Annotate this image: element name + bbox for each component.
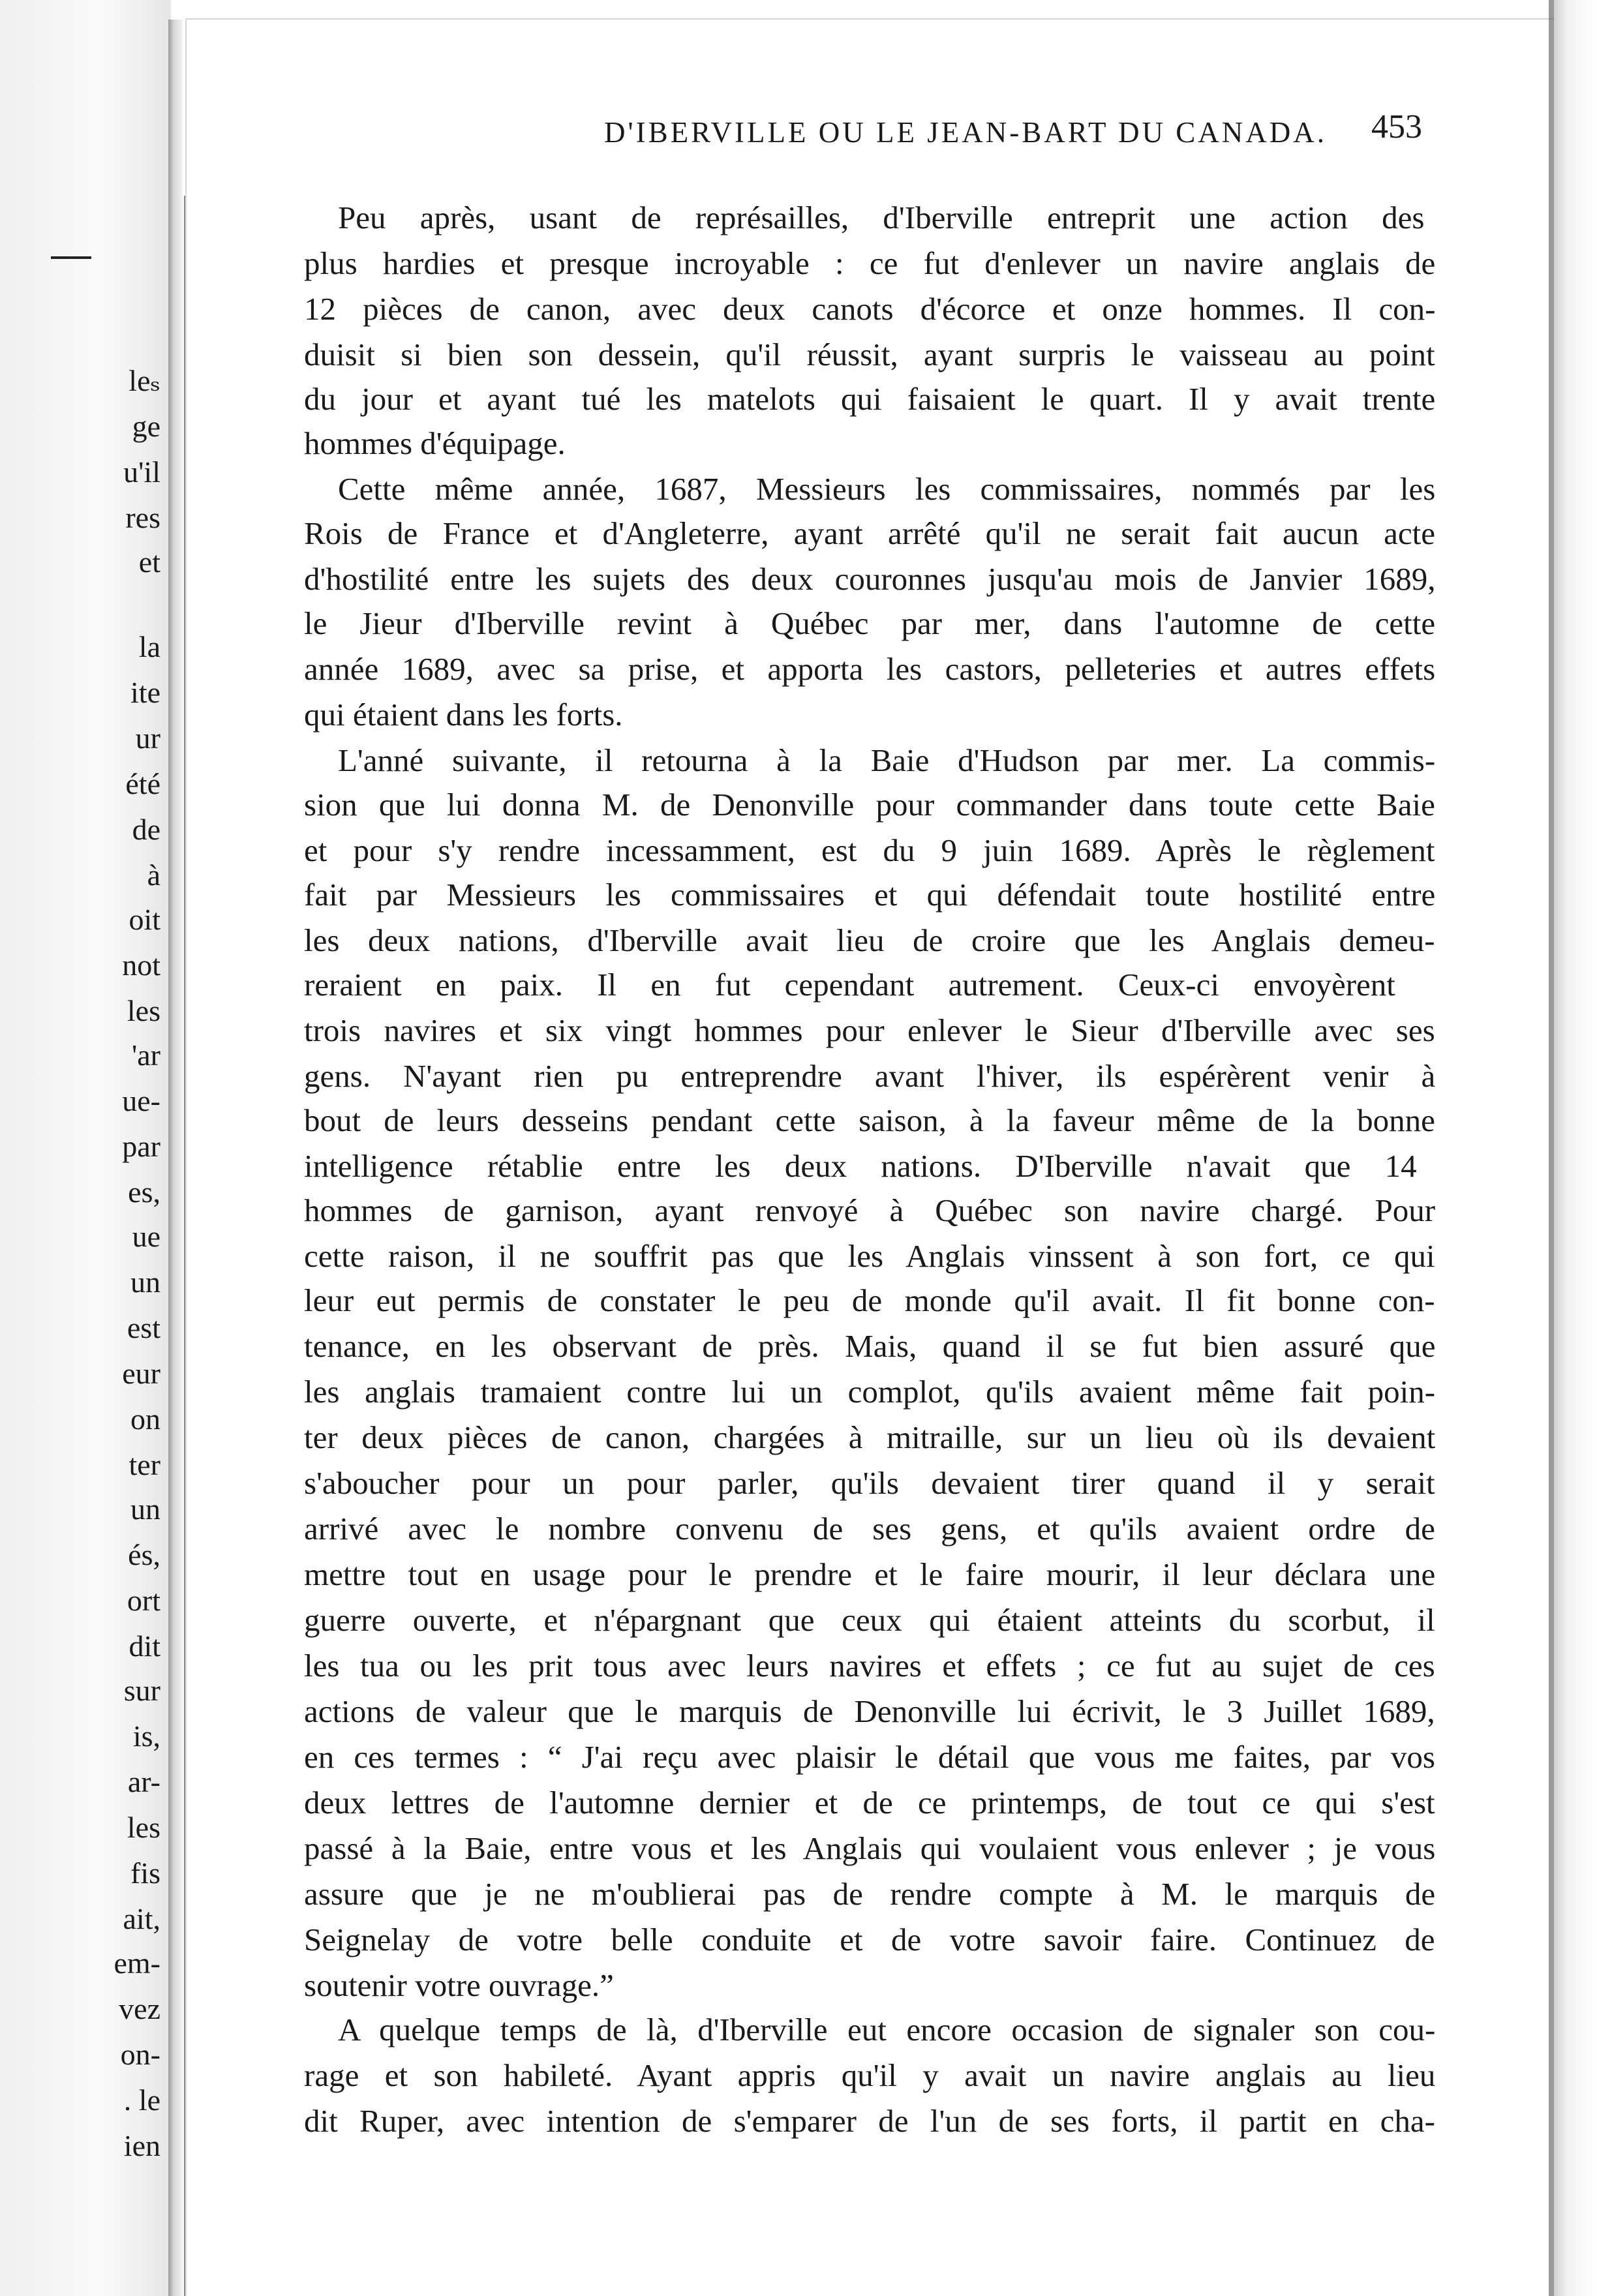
left-page-fragment-line: dit [129,1629,160,1663]
left-page-fragment-line: ort [127,1584,160,1617]
left-page-fragment-line: de [132,813,160,846]
text-line: gens. N'ayant rien pu entreprendre avant l'hiver, ils espérèrent venir à [304,1058,1436,1094]
text-line: 12 pièces de canon, avec deux canots d'écorce et onze hommes. Il con- [304,291,1436,327]
left-page-fragment-line: es, [128,1175,160,1209]
left-page-fragment-line: et [138,545,160,579]
text-line: arrivé avec le nombre convenu de ses gens, et qu'ils avaient ordre de [304,1511,1435,1547]
text-line: plus hardies et presque incroyable : ce fut d'enlever un navire anglais de [304,245,1436,281]
left-page-fragment-line: ue [132,1220,160,1253]
left-page-fragment-line: res [125,501,160,534]
text-line: deux lettres de l'automne dernier et de ce printemps, de tout ce qui s'est [304,1785,1435,1820]
page-number: 453 [1371,108,1422,145]
left-page-rule [51,256,91,259]
text-line: assure que je ne m'oublierai pas de rendre compte à M. le marquis de [304,1876,1436,1912]
left-page-fragment-line: ar- [127,1765,160,1798]
text-line: intelligence rétablie entre les deux nations. D'Iberville n'avait que 14 [304,1148,1417,1184]
left-page-fragment-line: leₛ [129,364,160,397]
book-gutter [168,20,183,2296]
text-line: Peu après, usant de représailles, d'Iberville entreprit une action des [338,200,1425,235]
text-line: s'aboucher pour un pour parler, qu'ils devaient tirer quand il y serait [304,1465,1435,1501]
text-line: rage et son habileté. Ayant appris qu'il y avait un navire anglais au lieu [304,2057,1436,2093]
text-line: bout de leurs desseins pendant cette saison, à la faveur même de la bonne [304,1102,1435,1138]
text-line: guerre ouverte, et n'épargnant que ceux qui étaient atteints du scorbut, il [304,1602,1435,1638]
left-page-fragment-line: not [122,948,160,982]
text-line: les anglais tramaient contre lui un complot, qu'ils avaient même fait poin- [304,1374,1436,1410]
left-page-fragment-line: sur [123,1674,160,1707]
left-page-fragment-line: est [127,1311,160,1344]
page-edge-line [1549,0,1554,2296]
left-page-fragment-line: ue- [122,1084,160,1117]
text-line: passé à la Baie, entre vous et les Anglais qui voulaient vous enlever ; je vous [304,1830,1436,1866]
text-line: et pour s'y rendre incessamment, est du 9 juin 1689. Après le règlement [304,832,1435,868]
text-line: cette raison, il ne souffrit pas que les Anglais vinssent à son fort, ce qui [304,1238,1435,1274]
text-line: actions de valeur que le marquis de Denonville lui écrivit, le 3 Juillet 1689, [304,1693,1435,1729]
left-page-fragment-line: on- [120,2038,160,2071]
left-page-fragment-line: à [147,858,160,892]
text-line: Seignelay de votre belle conduite et de votre savoir faire. Continuez de [304,1922,1435,1957]
left-page-fragment-line: . le [123,2083,160,2117]
left-page-fragment-line: ter [129,1448,160,1481]
text-line: Rois de France et d'Angleterre, ayant arrêté qu'il ne serait fait aucun acte [304,515,1436,551]
scan-right-border [1554,0,1597,2296]
left-page-fragment-line: vez [119,1992,160,2025]
text-line: soutenir votre ouvrage.” [304,1967,614,2003]
left-page-fragment-line: fis [130,1856,160,1890]
left-page-fragment [0,0,168,2296]
text-line: dit Ruper, avec intention de s'emparer de l'un de ses forts, il partit en cha- [304,2103,1435,2139]
left-page-fragment-line: és, [128,1538,160,1571]
text-line: ter deux pièces de canon, chargées à mitraille, sur un lieu où ils devaient [304,1419,1436,1455]
text-line: année 1689, avec sa prise, et apporta les castors, pelleteries et autres effets [304,651,1436,687]
text-line: qui étaient dans les forts. [304,697,623,733]
left-page-fragment-line: un [130,1492,160,1526]
left-page-fragment-line: la [138,630,160,663]
text-line: d'hostilité entre les sujets des deux couronnes jusqu'au mois de Janvier 1689, [304,561,1436,597]
text-line: les deux nations, d'Iberville avait lieu de croire que les Anglais demeu- [304,922,1435,958]
left-page-fragment-line: été [125,767,160,800]
left-page-fragment-line: is, [132,1719,160,1753]
text-line: du jour et ayant tué les matelots qui faisaient le quart. Il y avait trente [304,381,1436,417]
text-line: duisit si bien son dessein, qu'il réussit, ayant surpris le vaisseau au point [304,337,1435,372]
text-line: leur eut permis de constater le peu de monde qu'il avait. Il fit bonne con- [304,1282,1435,1318]
text-line: hommes d'équipage. [304,425,566,461]
left-page-fragment-line: ur [135,721,160,755]
text-line: mettre tout en usage pour le prendre et le faire mourir, il leur déclara une [304,1556,1436,1592]
left-page-fragment-line: ite [130,676,160,709]
left-page-fragment-line: ien [123,2129,160,2162]
text-line: les tua ou les prit tous avec leurs navires et effets ; ce fut au sujet de ces [304,1648,1435,1684]
left-page-fragment-line: un [130,1265,160,1299]
text-line: le Jieur d'Iberville revint à Québec par mer, dans l'automne de cette [304,605,1436,641]
text-line: A quelque temps de là, d'Iberville eut encore occasion de signaler son cou- [338,2012,1436,2047]
left-page-fragment-line: les [127,1811,160,1844]
running-title: D'IBERVILLE OU LE JEAN-BART DU CANADA. [604,116,1327,149]
left-page-fragment-line: oit [129,903,160,936]
left-page-fragment-line: par [122,1130,160,1163]
left-page-fragment-line: les [127,994,160,1027]
left-page-fragment-line: u'il [123,455,160,489]
text-line: L'anné suivante, il retourna à la Baie d'Hudson par mer. La commis- [338,742,1436,778]
text-line: trois navires et six vingt hommes pour enlever le Sieur d'Iberville avec ses [304,1012,1435,1048]
left-page-fragment-line: 'ar [131,1038,160,1072]
left-page-fragment-line: ge [132,410,160,443]
left-page-fragment-line: ait, [123,1902,160,1935]
text-line: fait par Messieurs les commissaires et qui défendait toute hostilité entre [304,877,1436,913]
left-page-fragment-line: em- [114,1946,160,1980]
left-page-fragment-line: eur [122,1357,160,1390]
text-line: Cette même année, 1687, Messieurs les commissaires, nommés par les [338,471,1436,507]
text-line: sion que lui donna M. de Denonville pour commander dans toute cette Baie [304,787,1435,823]
text-line: hommes de garnison, ayant renvoyé à Québec son navire chargé. Pour [304,1192,1436,1228]
text-line: tenance, en les observant de près. Mais, quand il se fut bien assuré que [304,1328,1436,1364]
left-page-fragment-line: on [130,1402,160,1436]
text-line: en ces termes : “ J'ai reçu avec plaisir le détail que vous me faites, par vos [304,1739,1435,1775]
text-line: reraient en paix. Il en fut cependant autrement. Ceux-ci envoyèrent [304,967,1395,1003]
